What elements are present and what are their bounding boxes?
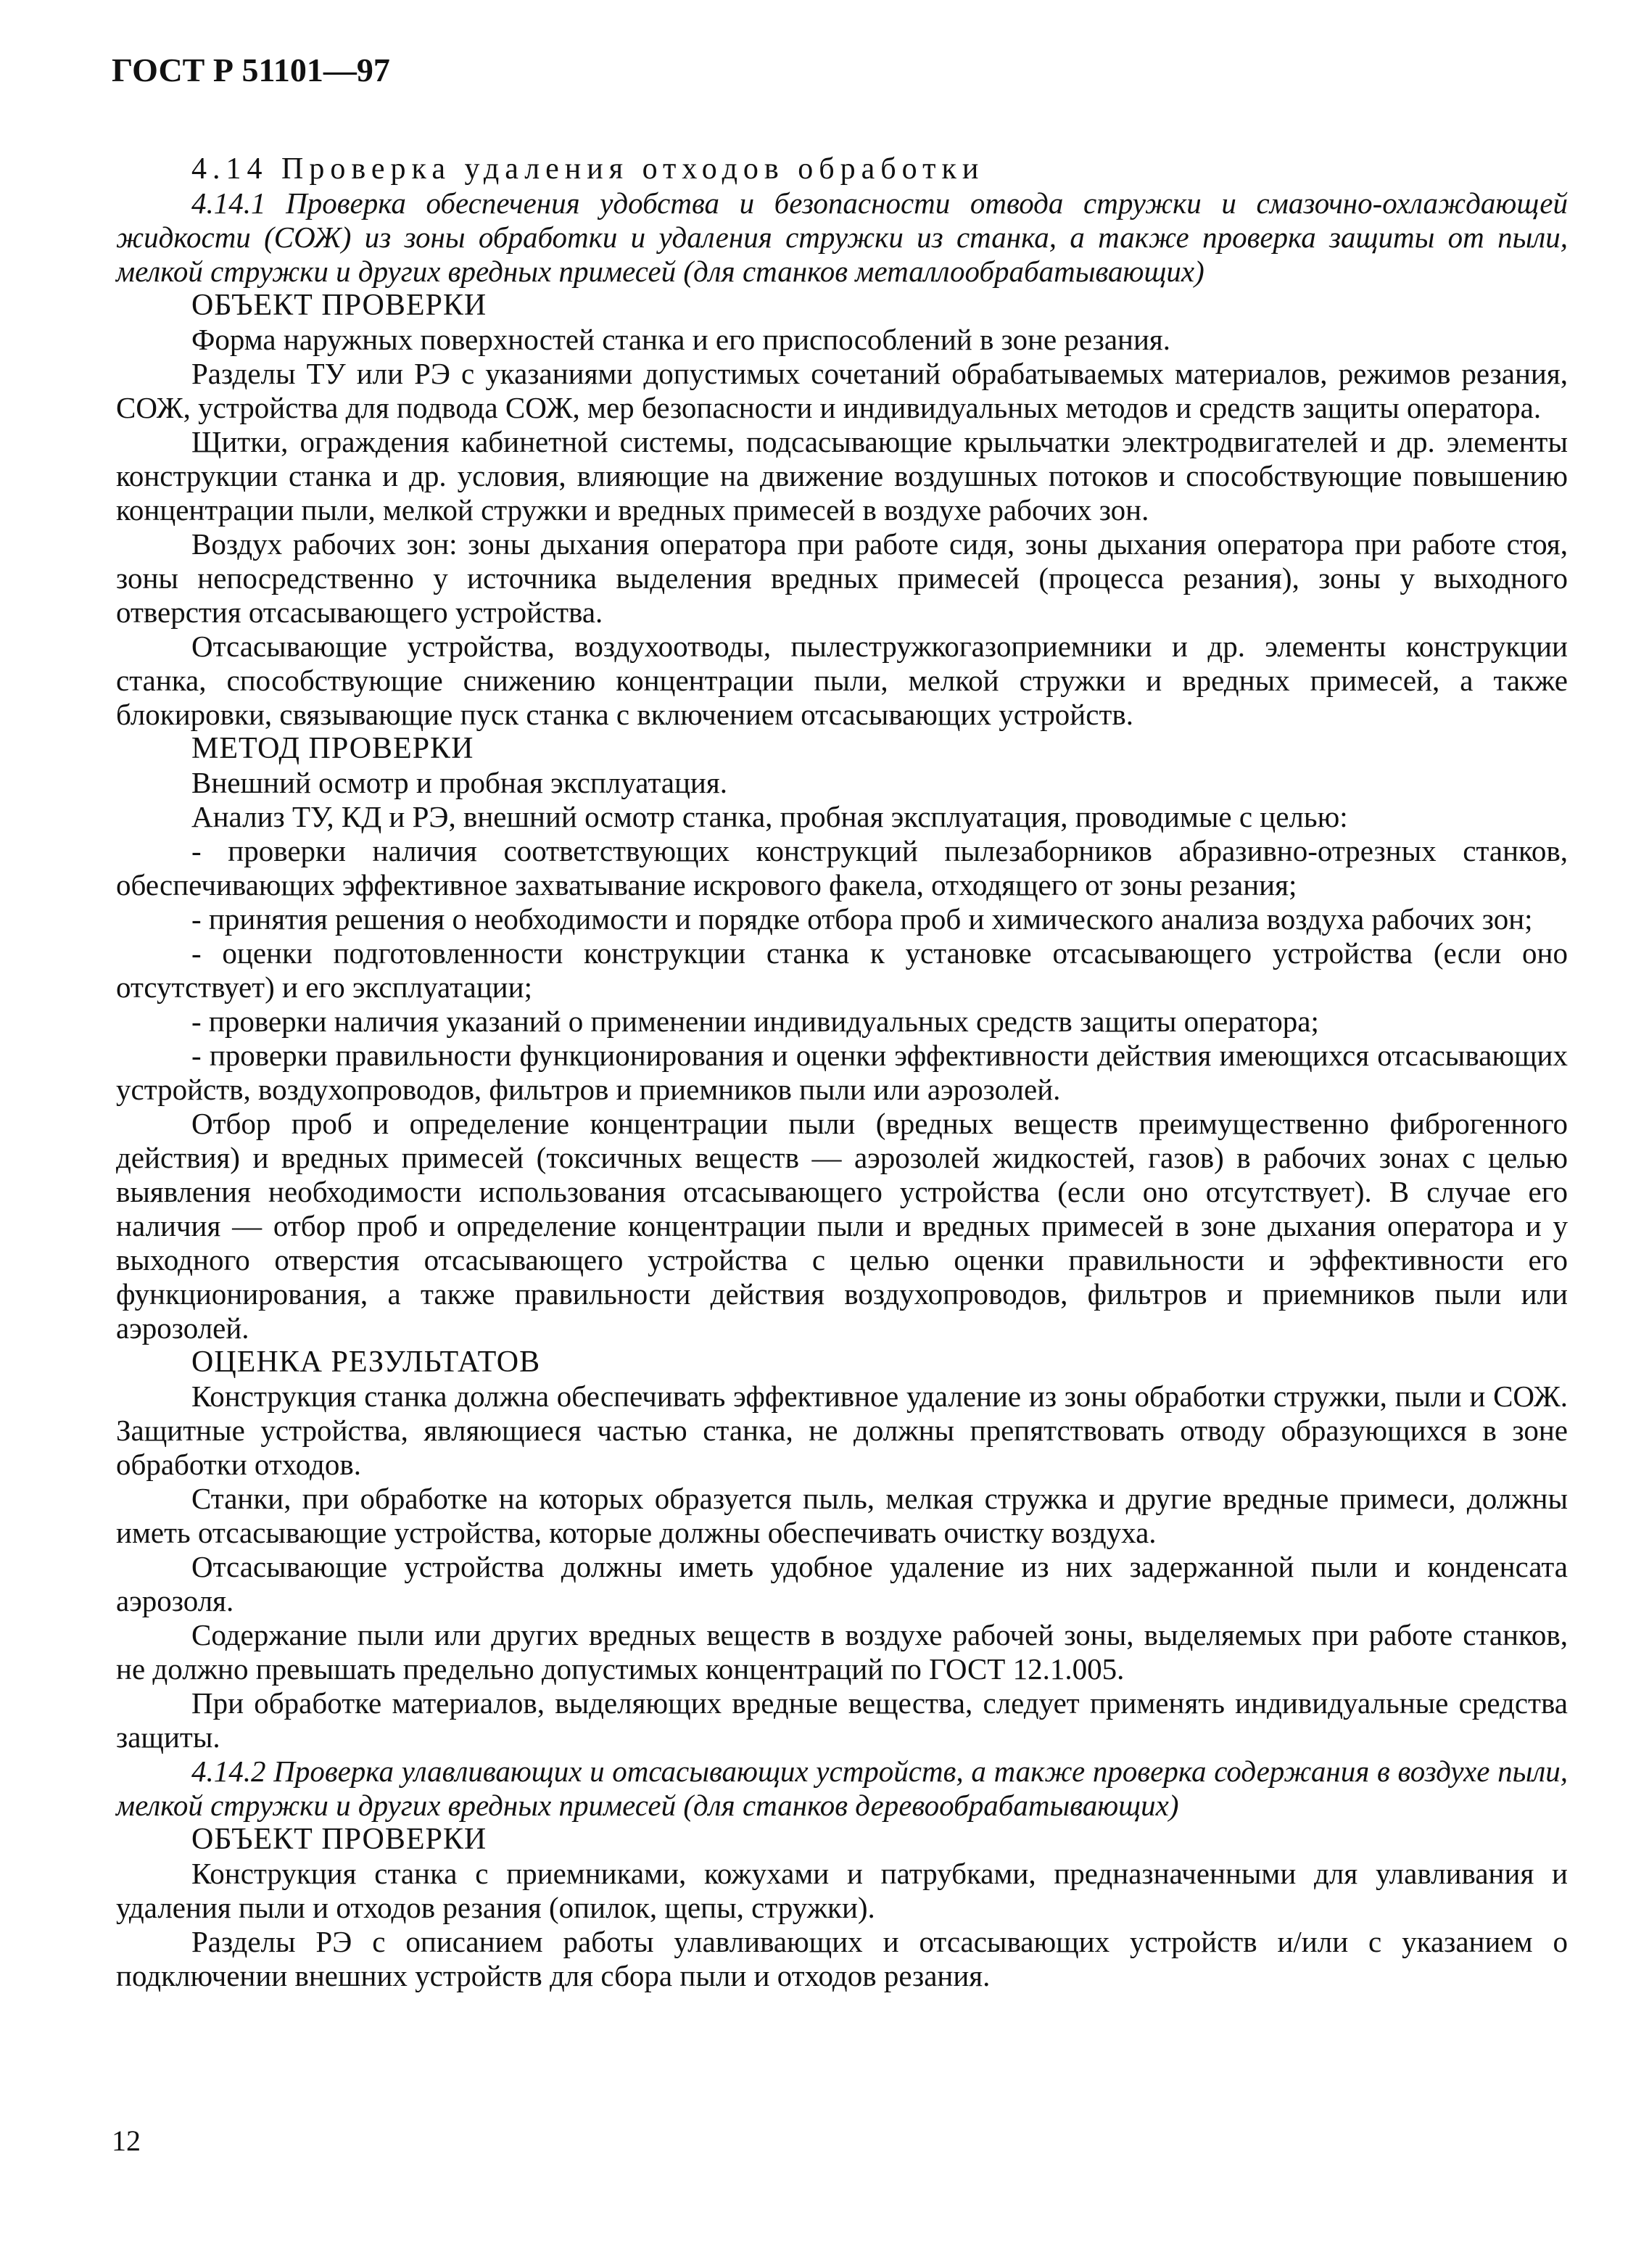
paragraph: Содержание пыли или других вредных веществ в воздухе рабочей зоны, выделяемых при работе станков, не должно превышать предельно допустимых концентраций по ГОСТ 12.1.005. (116, 1618, 1568, 1686)
heading-object: ОБЪЕКТ ПРОВЕРКИ (191, 1823, 487, 1856)
heading-object: ОБЪЕКТ ПРОВЕРКИ (191, 289, 487, 322)
paragraph: Разделы ТУ или РЭ с указаниями допустимых сочетаний обрабатываемых материалов, режимов резания, СОЖ, устройства для подвода СОЖ, мер безопасности и индивидуальных методов и средств защиты оператора. (116, 357, 1568, 424)
page-number: 12 (112, 2124, 141, 2157)
paragraph: Отсасывающие устройства должны иметь удобное удаление из них задержанной пыли и конденсата аэрозоля. (116, 1550, 1568, 1617)
paragraph: Разделы РЭ с описанием работы улавливающих и отсасывающих устройств и/или с указанием о подключении внешних устройств для сбора пыли и отходов резания. (116, 1925, 1568, 1992)
paragraph: Конструкция станка с приемниками, кожухами и патрубками, предназначенными для улавливания и удаления пыли и отходов резания (опилок, щепы, стружки). (116, 1857, 1568, 1924)
paragraph: Станки, при обработке на которых образуется пыль, мелкая стружка и другие вредные примеси, должны иметь отсасывающие устройства, которые должны обеспечивать очистку воздуха. (116, 1482, 1568, 1549)
subsection-title: 4.14.1 Проверка обеспечения удобства и безопасности отвода стружки и смазочно-охлаждающей жидкости (СОЖ) из зоны обработки и удаления стружки из станка, а также проверка защиты от пыли, мелкой стружки и других вредных примесей (для станков металлообрабатывающих) (116, 186, 1568, 288)
paragraph: Конструкция станка должна обеспечивать эффективное удаление из зоны обработки стружки, пыли и СОЖ. Защитные устройства, являющиеся частью станка, не должны препятствовать отводу образующихся в зоне обработки отходов. (116, 1380, 1568, 1481)
subsection-title: 4.14.2 Проверка улавливающих и отсасывающих устройств, а также проверка содержания в воздухе пыли, мелкой стружки и других вредных примесей (для станков деревообрабатывающих) (116, 1754, 1568, 1822)
list-item: - проверки наличия соответствующих конструкций пылезаборников абразивно-отрезных станков, обеспечивающих эффективное захватывание искрового факела, отходящего от зоны резания; (116, 834, 1568, 902)
paragraph: Форма наружных поверхностей станка и его приспособлений в зоне резания. (191, 323, 1171, 356)
paragraph: Внешний осмотр и пробная эксплуатация. (191, 766, 727, 799)
paragraph: Отсасывающие устройства, воздухоотводы, пылестружкогазоприемники и др. элементы конструкции станка, способствующие снижению концентрации пыли, мелкой стружки и вредных примесей, а также блокировки, связывающие пуск станка с включением отсасывающих устройств. (116, 630, 1568, 731)
heading-method: МЕТОД ПРОВЕРКИ (191, 732, 474, 765)
standard-header: ГОСТ Р 51101—97 (112, 51, 390, 88)
list-item: - проверки наличия указаний о применении индивидуальных средств защиты оператора; (191, 1005, 1319, 1038)
list-item: - принятия решения о необходимости и порядке отбора проб и химического анализа воздуха рабочих зон; (191, 902, 1533, 936)
section-title: 4.14 Проверка удаления отходов обработки (191, 152, 985, 186)
paragraph: Воздух рабочих зон: зоны дыхания оператора при работе сидя, зоны дыхания оператора при работе стоя, зоны непосредственно у источника выделения вредных примесей (процесса резания), зоны у выходного отверстия отсасывающего устройства. (116, 527, 1568, 629)
list-item: - проверки правильности функционирования и оценки эффективности действия имеющихся отсасывающих устройств, воздухопроводов, фильтров и приемников пыли или аэрозолей. (116, 1039, 1568, 1106)
list-item: - оценки подготовленности конструкции станка к установке отсасывающего устройства (если оно отсутствует) и его эксплуатации; (116, 936, 1568, 1004)
paragraph: Анализ ТУ, КД и РЭ, внешний осмотр станка, пробная эксплуатация, проводимые с целью: (191, 800, 1348, 833)
paragraph: При обработке материалов, выделяющих вредные вещества, следует применять индивидуальные средства защиты. (116, 1686, 1568, 1754)
heading-results: ОЦЕНКА РЕЗУЛЬТАТОВ (191, 1345, 541, 1379)
paragraph: Щитки, ограждения кабинетной системы, подсасывающие крыльчатки электродвигателей и др. элементы конструкции станка и др. условия, влияющие на движение воздушных потоков и способствующие повышению концентрации пыли, мелкой стружки и вредных примесей в воздухе рабочих зон. (116, 425, 1568, 527)
paragraph: Отбор проб и определение концентрации пыли (вредных веществ преимущественно фиброгенного действия) и вредных примесей (токсичных веществ — аэрозолей жидкостей, газов) в рабочих зонах с целью выявления необходимости использования отсасывающего устройства (если оно отсутствует). В случае его наличия — отбор проб и определение концентрации пыли и вредных примесей в зоне дыхания оператора и у выходного отверстия отсасывающего устройства с целью оценки правильности и эффективности его функционирования, а также правильности действия воздухопроводов, фильтров и приемников пыли или аэрозолей. (116, 1107, 1568, 1345)
